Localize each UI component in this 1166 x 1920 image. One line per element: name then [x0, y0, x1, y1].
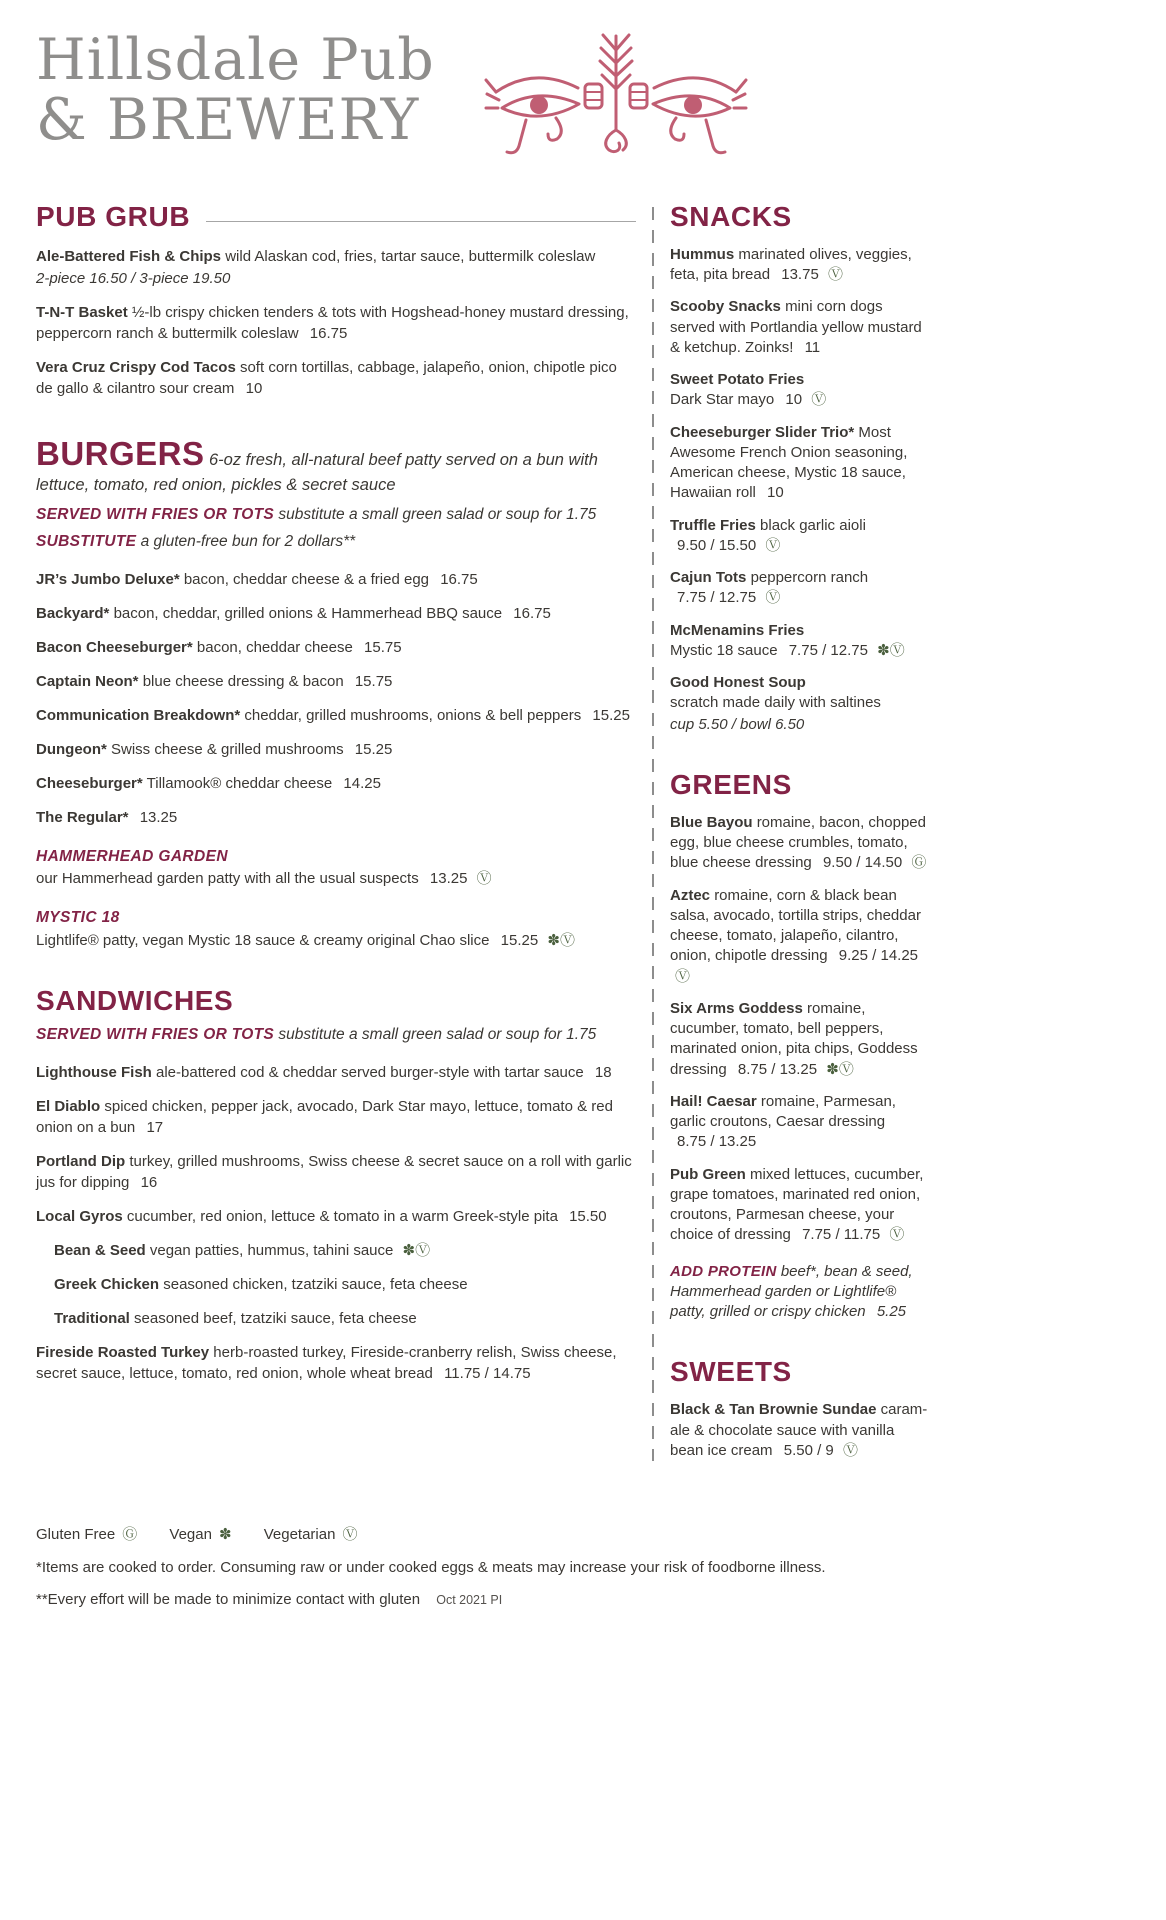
item-name: Local Gyros: [36, 1207, 123, 1225]
item-desc: turkey, grilled mushrooms, Swiss cheese & secret sauce on a roll with garlic jus for dipping: [36, 1152, 632, 1191]
item-desc: romaine, cucumber, tomato, bell peppers, marinated onion, pita chips, Goddess dressing: [670, 999, 918, 1078]
item-price: 16.75: [440, 570, 478, 588]
menu-item: [670, 568, 930, 609]
item-name: The Regular*: [36, 808, 129, 826]
item-desc: Lightlife® patty, vegan Mystic 18 sauce & creamy original Chao slice: [36, 931, 490, 949]
item-name: Hail! Caesar: [670, 1092, 757, 1110]
note-label: ADD PROTEIN: [670, 1262, 777, 1280]
item-name: Aztec: [670, 886, 711, 904]
menu-item: [36, 1062, 636, 1083]
item-price: 11: [804, 338, 821, 356]
menu-footer: [36, 1523, 1166, 1608]
item-name: JR’s Jumbo Deluxe*: [36, 570, 180, 588]
menu-item: [670, 516, 930, 557]
right-column: [670, 201, 930, 1461]
vegan-icon: ✽: [218, 1526, 232, 1544]
item-price: 7.75 / 11.75: [802, 1226, 881, 1244]
item-desc: seasoned chicken, tzatziki sauce, feta cheese: [163, 1275, 468, 1293]
item-price: 17: [146, 1118, 164, 1136]
section-title-pub-grub: PUB GRUB: [36, 200, 191, 232]
item-desc: scratch made daily with saltines: [670, 694, 881, 712]
menu-item: [36, 1151, 636, 1193]
item-name: El Diablo: [36, 1097, 101, 1115]
item-name: MYSTIC 18: [36, 909, 120, 927]
menu-item: [670, 1165, 930, 1246]
dietary-badge: Ⓥ: [765, 536, 781, 554]
item-name: Fireside Roasted Turkey: [36, 1343, 210, 1361]
item-desc: black garlic aioli: [760, 516, 866, 534]
item-desc: ½-lb crispy chicken tenders & tots with Hogshead-honey mustard dressing, peppercorn ranch & buttermilk coleslaw: [36, 303, 629, 342]
burgers-note-1: [36, 506, 636, 524]
menu-subitem: [54, 1308, 636, 1329]
item-name: Vera Cruz Crispy Cod Tacos: [36, 358, 236, 376]
menu-item: [36, 302, 636, 344]
item-price: 7.75 / 12.75: [677, 589, 757, 607]
note-label: SUBSTITUTE: [36, 532, 137, 550]
item-name: Hummus: [670, 245, 735, 263]
item-name: Pub Green: [670, 1165, 746, 1183]
item-desc: Mystic 18 sauce: [670, 641, 778, 659]
section-sandwiches: [36, 985, 636, 1384]
note-text: beef*, bean & seed, Hammerhead garden or Lightlife® patty, grilled or crispy chicken: [670, 1262, 913, 1321]
item-name: Black & Tan Brownie Sundae: [670, 1401, 877, 1419]
item-price-note: cup 5.50 / bowl 6.50: [670, 715, 805, 733]
item-name: Bacon Cheeseburger*: [36, 638, 193, 656]
item-desc: marinated olives, veggies, feta, pita bread: [670, 245, 912, 284]
burgers-intro: 6-oz fresh, all-natural beef patty served on a bun with lettuce, tomato, red onion, pickles & secret sauce: [36, 450, 598, 495]
legend-label: Gluten Free: [36, 1526, 116, 1544]
item-name: Scooby Snacks: [670, 298, 781, 316]
item-price: 5.25: [876, 1303, 907, 1321]
dietary-badge: Ⓥ: [675, 967, 691, 985]
item-name: Ale-Battered Fish & Chips: [36, 247, 222, 265]
item-price: 9.50 / 14.50: [822, 854, 903, 872]
item-desc: bacon, cheddar, grilled onions & Hammerhead BBQ sauce: [113, 604, 503, 622]
item-name: Portland Dip: [36, 1152, 126, 1170]
menu-date-code: Oct 2021 PI: [436, 1593, 503, 1608]
item-desc: peppercorn ranch: [750, 569, 869, 587]
menu-item: [670, 621, 930, 662]
heading-rule: [206, 221, 636, 222]
menu-item: [670, 999, 930, 1080]
dietary-badge: Ⓥ: [889, 1226, 905, 1244]
gyro-variants: [54, 1240, 636, 1329]
brewery-logo: [482, 22, 750, 177]
menu-item: [670, 297, 930, 358]
menu-subitem: [54, 1240, 636, 1261]
item-name: Captain Neon*: [36, 672, 139, 690]
dietary-legend: [36, 1523, 1166, 1544]
item-desc: bacon, cheddar cheese: [196, 638, 353, 656]
item-desc: ale-battered cod & cheddar served burger-style with tartar sauce: [156, 1063, 584, 1081]
item-desc: romaine, bacon, chopped egg, blue cheese crumbles, tomato, blue cheese dressing: [670, 813, 926, 872]
left-column: [36, 201, 636, 1461]
item-price: 13.25: [139, 808, 178, 826]
note-text: substitute a small green salad or soup for 1.75: [278, 1025, 597, 1043]
item-desc: mixed lettuces, cucumber, grape tomatoes, marinated red onion, croutons, Parmesan cheese, your choice of dressing: [670, 1165, 924, 1244]
menu-item: [36, 773, 636, 794]
menu-item: [36, 569, 636, 590]
item-price: 13.25: [429, 870, 468, 888]
note-text: substitute a small green salad or soup for 1.75: [278, 505, 597, 523]
item-price: 15.75: [364, 638, 402, 656]
item-name: Six Arms Goddess: [670, 999, 803, 1017]
item-desc: our Hammerhead garden patty with all the usual suspects: [36, 870, 419, 888]
menu-item: [36, 1206, 636, 1227]
disclaimer-gluten-text: **Every effort will be made to minimize contact with gluten: [36, 1591, 421, 1609]
menu-item: [36, 637, 636, 658]
item-price: 16: [140, 1173, 158, 1191]
item-desc: Tillamook® cheddar cheese: [146, 774, 333, 792]
burgers-heading-row: [36, 433, 636, 497]
dietary-badge: Ⓖ: [911, 854, 927, 872]
eye-of-horus-right-icon: [630, 78, 746, 153]
menu-item: [670, 886, 930, 987]
item-price: 16.75: [309, 324, 348, 342]
item-desc: seasoned beef, tzatziki sauce, feta cheese: [134, 1309, 417, 1327]
item-price: 10: [245, 379, 263, 397]
disclaimer-gluten: [36, 1591, 1166, 1608]
section-sweets: [670, 1356, 930, 1461]
menu-item: [36, 246, 636, 289]
add-protein-note: [670, 1262, 930, 1323]
menu-item: [36, 357, 636, 399]
legend-gluten-free: [36, 1526, 137, 1543]
item-name: Dungeon*: [36, 740, 107, 758]
legend-label: Vegetarian: [263, 1526, 336, 1544]
dietary-badge: ✽Ⓥ: [877, 641, 905, 659]
item-desc: soft corn tortillas, cabbage, jalapeño, onion, chipotle pico de gallo & cilantro sour cream: [36, 358, 617, 397]
item-price: 15.50: [569, 1207, 607, 1225]
item-name: Bean & Seed: [54, 1241, 146, 1259]
note-label: SERVED WITH FRIES OR TOTS: [36, 505, 275, 523]
item-price: 15.25: [500, 931, 539, 949]
item-desc: vegan patties, hummus, tahini sauce: [149, 1241, 394, 1259]
item-price: 8.75 / 13.25: [677, 1133, 757, 1151]
menu-item: [36, 1096, 636, 1138]
menu-columns: [36, 201, 1166, 1461]
item-desc: herb-roasted turkey, Fireside-cranberry relish, Swiss cheese, secret sauce, lettuce, tomato, red onion, whole wheat bread: [36, 1343, 617, 1382]
item-price: 10: [785, 391, 803, 409]
burgers-note-2: [36, 533, 636, 551]
section-burgers: [36, 433, 636, 951]
menu-item: [36, 739, 636, 760]
item-desc: wild Alaskan cod, fries, tartar sauce, buttermilk coleslaw: [225, 247, 596, 265]
item-desc: spiced chicken, pepper jack, avocado, Dark Star mayo, lettuce, tomato & red onion on a bun: [36, 1097, 613, 1136]
eye-of-horus-left-icon: [486, 78, 602, 153]
menu-item: [670, 1092, 930, 1153]
dietary-badge: Ⓥ: [842, 1441, 858, 1459]
brand-line-2: & BREWERY: [36, 87, 420, 154]
section-title-sandwiches: SANDWICHES: [36, 984, 234, 1016]
eyes-and-wheat-logo-icon: [482, 22, 750, 172]
item-name: Lighthouse Fish: [36, 1063, 152, 1081]
section-greens: [670, 769, 930, 1323]
item-price: 8.75 / 13.25: [737, 1060, 818, 1078]
gluten-free-icon: Ⓖ: [122, 1526, 138, 1544]
item-price: 9.50 / 15.50: [677, 536, 757, 554]
item-price: 10: [767, 484, 784, 502]
dietary-badge: Ⓥ: [765, 589, 781, 607]
item-name: HAMMERHEAD GARDEN: [36, 847, 228, 865]
section-title-snacks: SNACKS: [670, 200, 792, 232]
legend-vegetarian: [264, 1526, 358, 1543]
item-price-note: 2-piece 16.50 / 3-piece 19.50: [36, 269, 231, 287]
item-desc: Most Awesome French Onion seasoning, American cheese, Mystic 18 sauce, Hawaiian roll: [670, 423, 908, 502]
vegetarian-icon: Ⓥ: [342, 1526, 358, 1544]
menu-item: [36, 807, 636, 828]
legend-label: Vegan: [169, 1526, 212, 1544]
menu-subitem: [54, 1274, 636, 1295]
pub-grub-heading-row: [36, 201, 636, 233]
menu-item: [36, 1342, 636, 1384]
item-price: 13.75: [781, 266, 819, 284]
item-price: 14.25: [343, 774, 381, 792]
legend-vegan: [169, 1526, 231, 1543]
item-name: Cajun Tots: [670, 569, 747, 587]
item-name: Blue Bayou: [670, 813, 753, 831]
item-price: 9.25 / 14.25: [838, 947, 919, 965]
dietary-badge: Ⓥ: [827, 266, 843, 284]
item-name: T-N-T Basket: [36, 303, 128, 321]
item-name: Truffle Fries: [670, 516, 756, 534]
item-price: 15.75: [354, 672, 393, 690]
section-title-burgers: BURGERS: [36, 434, 205, 472]
item-name: Good Honest Soup: [670, 674, 806, 692]
menu-item: [670, 673, 930, 735]
dietary-badge: Ⓥ: [811, 391, 827, 409]
item-name: McMenamins Fries: [670, 621, 805, 639]
item-price: 5.50 / 9: [783, 1441, 834, 1459]
wheat-stalk-icon: [600, 35, 632, 152]
column-divider: [652, 207, 654, 1461]
item-desc: bacon, cheddar cheese & a fried egg: [183, 570, 430, 588]
item-name: Backyard*: [36, 604, 110, 622]
item-desc: blue cheese dressing & bacon: [142, 672, 344, 690]
menu-item: [36, 705, 636, 726]
item-desc: caram-ale & chocolate sauce with vanilla bean ice cream: [670, 1401, 928, 1459]
section-pub-grub: [36, 201, 636, 399]
item-price: 16.75: [513, 604, 551, 622]
item-desc: romaine, Parmesan, garlic croutons, Caesar dressing: [670, 1092, 896, 1131]
item-desc: cucumber, red onion, lettuce & tomato in a warm Greek-style pita: [126, 1207, 558, 1225]
note-text: a gluten-free bun for 2 dollars**: [140, 532, 356, 550]
item-name: Traditional: [54, 1309, 130, 1327]
section-snacks: [670, 201, 930, 735]
item-name: Sweet Potato Fries: [670, 371, 805, 389]
note-label: SERVED WITH FRIES OR TOTS: [36, 1025, 275, 1043]
item-desc: romaine, corn & black bean salsa, avocado, tortilla strips, cheddar cheese, tomato, jalapeño, cilantro, onion, chipotle dressing: [670, 886, 921, 965]
item-name: Cheeseburger Slider Trio*: [670, 423, 855, 441]
section-title-sweets: SWEETS: [670, 1356, 792, 1388]
item-desc: cheddar, grilled mushrooms, onions & bell peppers: [244, 706, 582, 724]
item-name: Greek Chicken: [54, 1275, 160, 1293]
menu-item: [36, 603, 636, 624]
menu-item: [36, 671, 636, 692]
item-desc: Dark Star mayo: [670, 391, 775, 409]
item-name: Communication Breakdown*: [36, 706, 241, 724]
dietary-badge: ✽Ⓥ: [826, 1060, 854, 1078]
dietary-badge: ✽Ⓥ: [402, 1241, 431, 1259]
menu-item: [670, 423, 930, 504]
item-price: 15.25: [592, 706, 630, 724]
disclaimer-raw-foods: *Items are cooked to order. Consuming raw or under cooked eggs & meats may increase your risk of foodborne illness.: [36, 1559, 826, 1577]
sandwiches-note: [36, 1026, 636, 1044]
menu-item-special: [36, 846, 636, 890]
item-price: 15.25: [354, 740, 393, 758]
item-desc: mini corn dogs served with Portlandia yellow mustard & ketchup. Zoinks!: [670, 298, 922, 356]
menu-item: [670, 245, 930, 286]
menu-item: [670, 1400, 930, 1461]
item-price: 7.75 / 12.75: [788, 641, 868, 659]
item-price: 11.75 / 14.75: [444, 1364, 531, 1382]
menu-item: [670, 813, 930, 874]
dietary-badge: ✽Ⓥ: [547, 931, 575, 949]
menu-item-special: [36, 907, 636, 951]
item-name: Cheeseburger*: [36, 774, 143, 792]
dietary-badge: Ⓥ: [476, 870, 492, 888]
item-desc: Swiss cheese & grilled mushrooms: [111, 740, 344, 758]
item-price: 18: [594, 1063, 612, 1081]
menu-item: [670, 370, 930, 411]
section-title-greens: GREENS: [670, 768, 792, 800]
brand-line-1: Hillsdale Pub: [36, 27, 435, 93]
